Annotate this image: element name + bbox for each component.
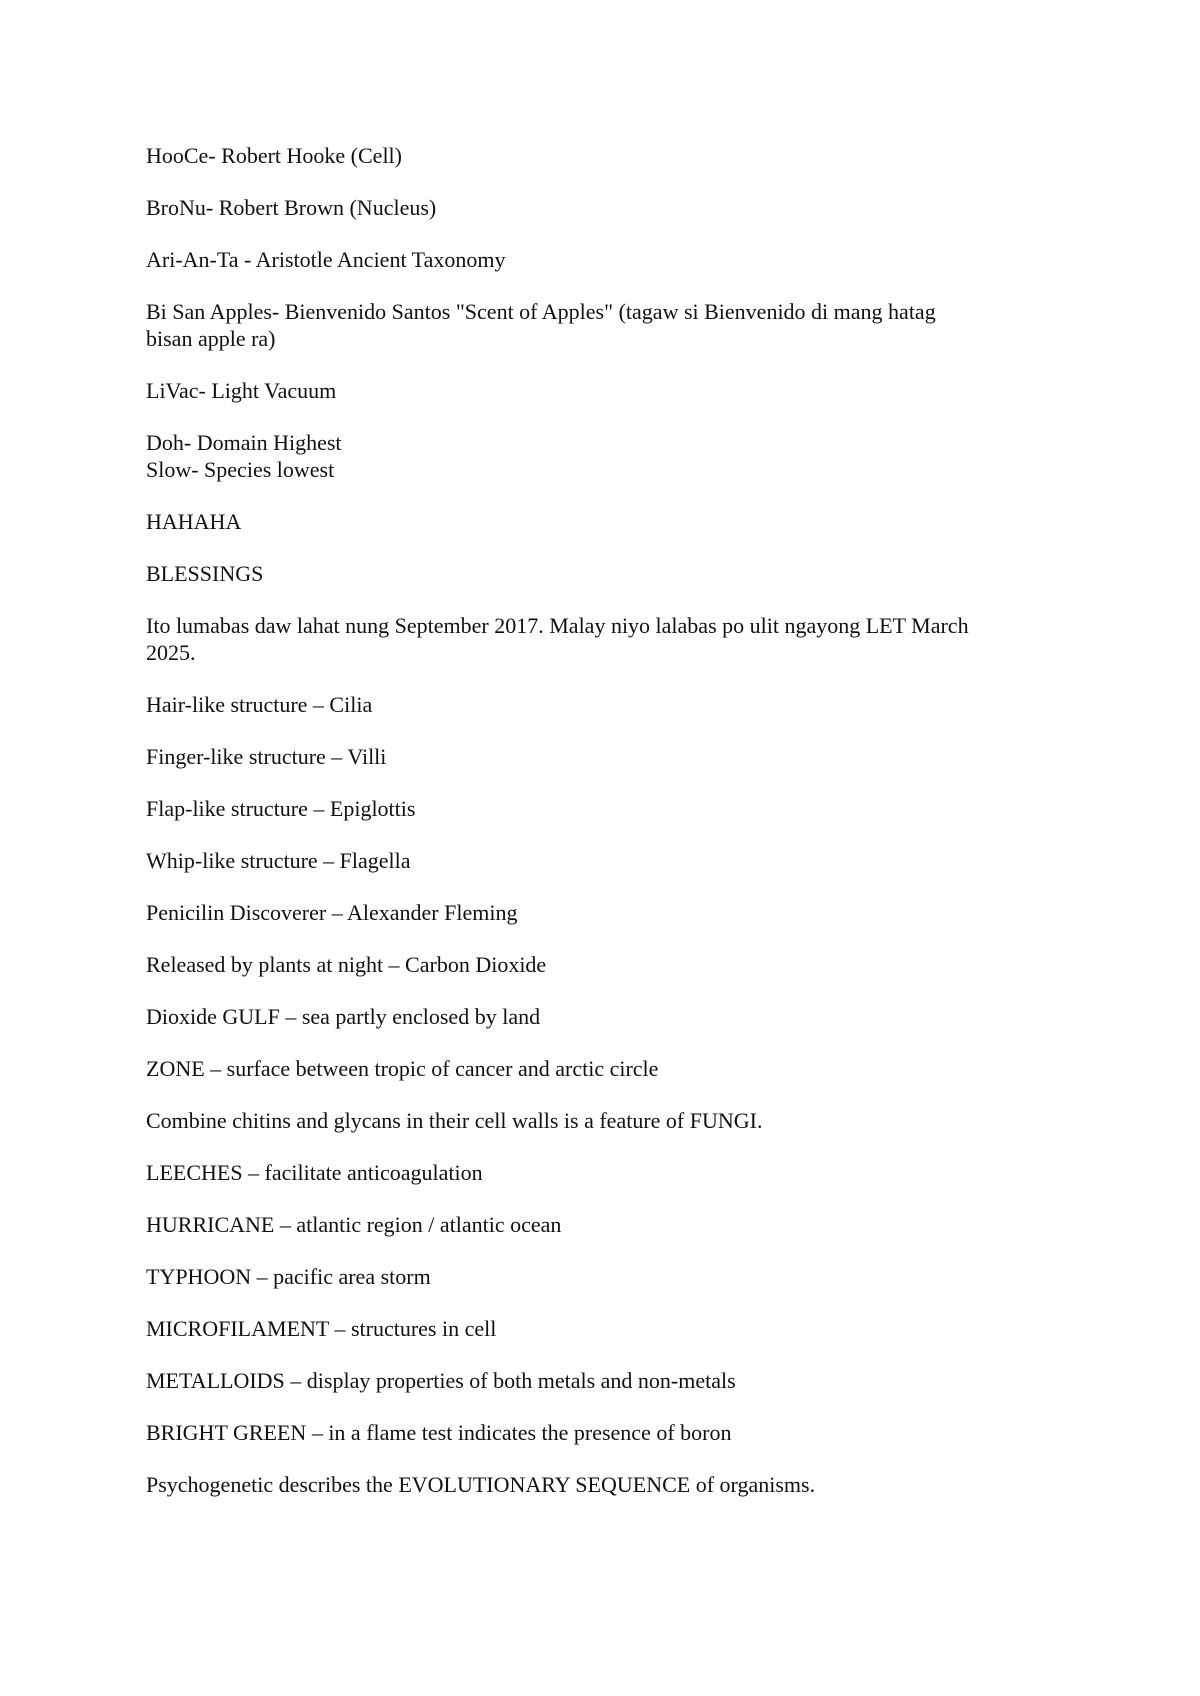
paragraph bbox=[146, 1419, 1056, 1446]
text-line: BroNu- Robert Brown (Nucleus) bbox=[146, 195, 437, 220]
text-line: Flap-like structure – Epiglottis bbox=[146, 796, 416, 821]
paragraph bbox=[146, 1315, 1056, 1342]
text-line: 2025. bbox=[146, 640, 196, 665]
text-line: Bi San Apples- Bienvenido Santos "Scent of Apples" (tagaw si Bienvenido di mang hatag bbox=[146, 299, 936, 324]
paragraph bbox=[146, 1211, 1056, 1238]
text-line: Slow- Species lowest bbox=[146, 457, 335, 482]
paragraph bbox=[146, 691, 1056, 718]
text-line: Psychogenetic describes the EVOLUTIONARY SEQUENCE of organisms. bbox=[146, 1472, 816, 1497]
text-line: Hair-like structure – Cilia bbox=[146, 692, 373, 717]
text-line: LEECHES – facilitate anticoagulation bbox=[146, 1160, 483, 1185]
paragraph bbox=[146, 1107, 1056, 1134]
text-line: HooCe- Robert Hooke (Cell) bbox=[146, 143, 402, 168]
paragraph bbox=[146, 795, 1056, 822]
document-page bbox=[146, 142, 1056, 1523]
text-line: Ito lumabas daw lahat nung September 2017. Malay niyo lalabas po ulit ngayong LET March bbox=[146, 613, 969, 638]
paragraph bbox=[146, 508, 1056, 535]
text-line: HAHAHA bbox=[146, 509, 242, 534]
text-line: HURRICANE – atlantic region / atlantic ocean bbox=[146, 1212, 562, 1237]
text-line: TYPHOON – pacific area storm bbox=[146, 1264, 431, 1289]
paragraph bbox=[146, 1055, 1056, 1082]
paragraph bbox=[146, 1471, 1056, 1498]
paragraph bbox=[146, 1003, 1056, 1030]
text-line: BRIGHT GREEN – in a flame test indicates the presence of boron bbox=[146, 1420, 732, 1445]
paragraph bbox=[146, 298, 1056, 352]
paragraph bbox=[146, 194, 1056, 221]
paragraph bbox=[146, 899, 1056, 926]
text-line: Whip-like structure – Flagella bbox=[146, 848, 411, 873]
text-line: Penicilin Discoverer – Alexander Fleming bbox=[146, 900, 518, 925]
text-line: Ari-An-Ta - Aristotle Ancient Taxonomy bbox=[146, 247, 506, 272]
text-line: Dioxide GULF – sea partly enclosed by land bbox=[146, 1004, 541, 1029]
text-line: Doh- Domain Highest bbox=[146, 430, 342, 455]
text-line: MICROFILAMENT – structures in cell bbox=[146, 1316, 497, 1341]
paragraph bbox=[146, 246, 1056, 273]
paragraph bbox=[146, 951, 1056, 978]
paragraph bbox=[146, 377, 1056, 404]
paragraph bbox=[146, 560, 1056, 587]
text-line: METALLOIDS – display properties of both metals and non-metals bbox=[146, 1368, 736, 1393]
text-line: LiVac- Light Vacuum bbox=[146, 378, 337, 403]
text-line: Combine chitins and glycans in their cell walls is a feature of FUNGI. bbox=[146, 1108, 763, 1133]
text-line: Released by plants at night – Carbon Dioxide bbox=[146, 952, 547, 977]
text-line: BLESSINGS bbox=[146, 561, 264, 586]
paragraph bbox=[146, 1159, 1056, 1186]
paragraph bbox=[146, 1367, 1056, 1394]
paragraph bbox=[146, 1263, 1056, 1290]
paragraph bbox=[146, 429, 1056, 483]
text-line: bisan apple ra) bbox=[146, 326, 276, 351]
paragraph bbox=[146, 847, 1056, 874]
paragraph bbox=[146, 743, 1056, 770]
text-line: ZONE – surface between tropic of cancer and arctic circle bbox=[146, 1056, 659, 1081]
text-line: Finger-like structure – Villi bbox=[146, 744, 387, 769]
paragraph bbox=[146, 142, 1056, 169]
paragraph bbox=[146, 612, 1056, 666]
